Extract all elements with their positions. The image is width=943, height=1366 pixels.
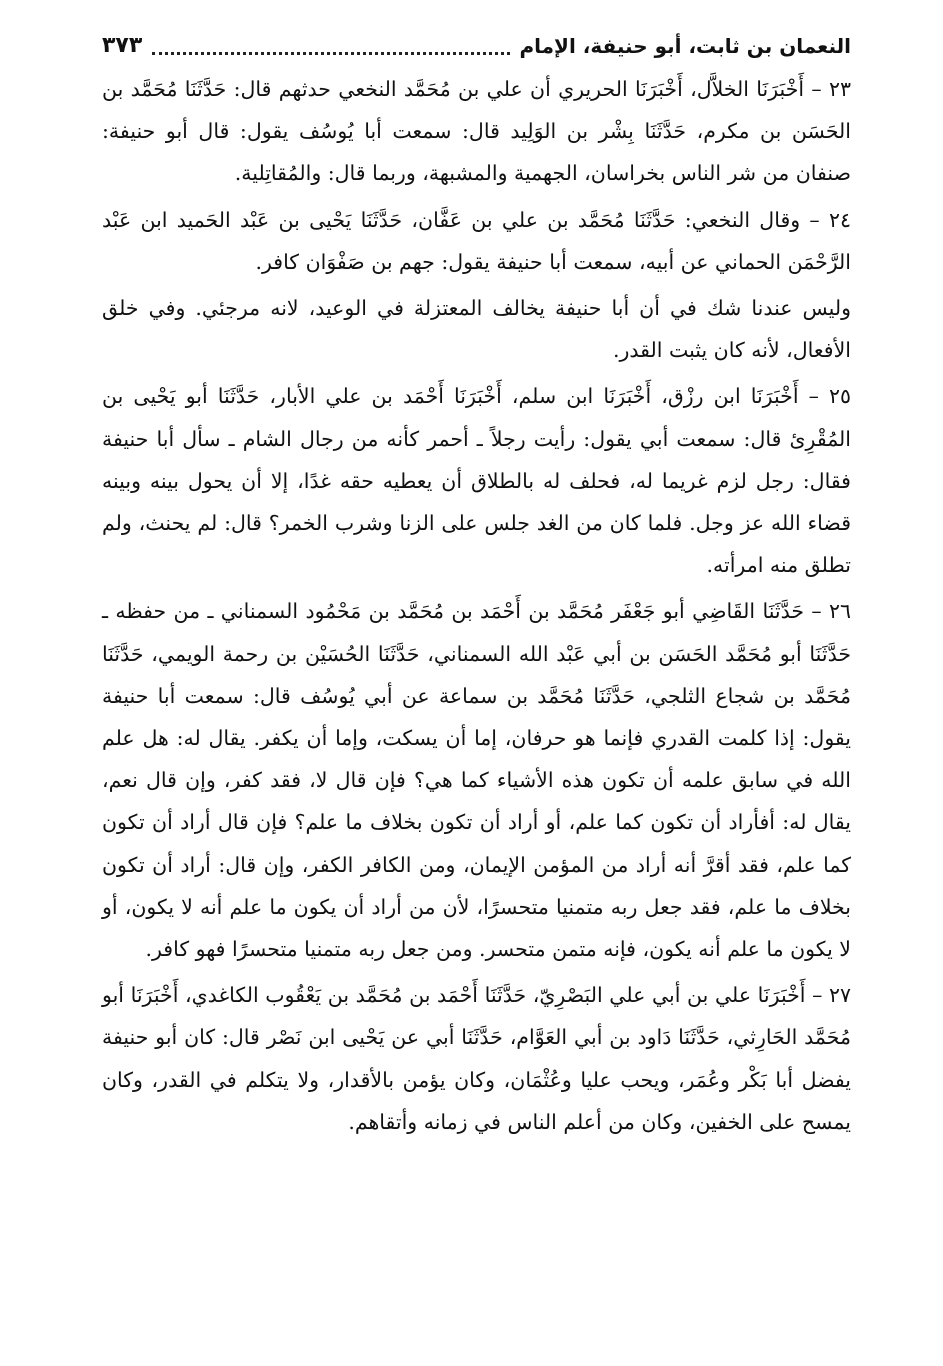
paragraph-26: ٢٦ – حَدَّثَنَا القَاضِي أبو جَعْفَر مُحَمَّد بن أَحْمَد بن مُحَمَّد بن مَحْمُود السمناني ـ من حفظه ـ حَدَّثَنَا أبو مُحَمَّد الحَسَن بن أبي عَبْد الله السمناني، حَدَّثَنَا الحُسَيْن بن رحمة الويمي، حَدَّثَنَا مُحَمَّد بن شجاع الثلجي، حَدَّثَنَا مُحَمَّد بن سماعة عن أبي يُوسُف قال: سمعت أبا حنيفة يقول: إذا كلمت القدري فإنما هو حرفان، إما أن يسكت، وإما أن يكفر. يقال له: هل علم الله في سابق علمه أن تكون هذه الأشياء كما هي؟ فإن قال لا، فقد كفر، وإن قال نعم، يقال له: أفأراد أن تكون كما علم، أو أراد أن تكون بخلاف ما علم؟ فإن قال أراد أن تكون كما علم، فقد أقرَّ أنه أراد من المؤمن الإيمان، ومن الكافر الكفر، وإن قال: أراد أن تكون بخلاف ما علم، فقد جعل ربه متمنيا متحسرًا، لأن من أراد أن يكون ما علم أنه لا يكون، أو لا يكون ما علم أنه يكون، فإنه متمن متحسر. ومن جعل ربه متمنيا متحسرًا فهو كافر. <box>102 599 851 962</box>
running-head <box>102 28 851 64</box>
paragraph-commentary: وليس عندنا شك في أن أبا حنيفة يخالف المعتزلة في الوعيد، لانه مرجئي. وفي خلق الأفعال، لأنه كان يثبت القدر. <box>102 296 851 363</box>
paragraph-24: ٢٤ – وقال النخعي: حَدَّثَنَا مُحَمَّد بن علي بن عَفَّان، حَدَّثَنَا يَحْيى بن عَبْد الحَميد ابن عَبْد الرَّحْمَن الحماني عن أبيه، سمعت أبا حنيفة يقول: جهم بن صَفْوَان كافر. <box>102 207 851 274</box>
page-number: ٣٧٣ <box>102 33 143 58</box>
leader-dots <box>152 52 509 55</box>
paragraph-23: ٢٣ – أَخْبَرَنَا الخلاَّل، أَخْبَرَنَا الحريري أن علي بن مُحَمَّد النخعي حدثهم قال: حَدَّثَنَا مُحَمَّد بن الحَسَن بن مكرم، حَدَّثَنَا بِشْر بن الوَلِيد قال: سمعت أبا يُوسُف يقول: قال أبو حنيفة: صنفان من شر الناس بخراسان، الجهمية والمشبهة، وربما قال: والمُقاتِلية. <box>102 77 851 186</box>
paragraph-27: ٢٧ – أَخْبَرَنَا علي بن أبي علي البَصْرِيّ، حَدَّثَنَا أَحْمَد بن مُحَمَّد بن يَعْقُوب الكاغدي، أَخْبَرَنَا أبو مُحَمَّد الحَارِثي، حَدَّثَنَا دَاود بن أبي العَوَّام، حَدَّثَنَا أبي عن يَحْيى ابن نَصْر قال: كان أبو حنيفة يفضل أبا بَكْر وعُمَر، ويحب عليا وعُثْمَان، وكان يؤمن بالأقدار، ولا يتكلم في القدر، وكان يمسح على الخفين، وكان من أعلم الناس في زمانه وأتقاهم. <box>102 983 851 1134</box>
paragraph-25: ٢٥ – أَخْبَرَنَا ابن رزْق، أَخْبَرَنَا ابن سلم، أَخْبَرَنَا أَحْمَد بن علي الأبار، حَدَّثَنَا أبو يَحْيى بن المُقْرِئ قال: سمعت أبي يقول: رأيت رجلاً ـ أحمر كأنه من رجال الشام ـ سأل أبا حنيفة فقال: رجل لزم غريما له، فحلف له بالطلاق أن يعطيه حقه غدًا، إلا أن يحول بينه وبينه قضاء الله عز وجل. فلما كان من الغد جلس على الزنا وشرب الخمر؟ قال: لم يحنث، ولم تطلق منه امرأته. <box>102 384 851 578</box>
body-text <box>102 68 851 1143</box>
running-title: النعمان بن ثابت، أبو حنيفة، الإمام <box>519 34 851 58</box>
